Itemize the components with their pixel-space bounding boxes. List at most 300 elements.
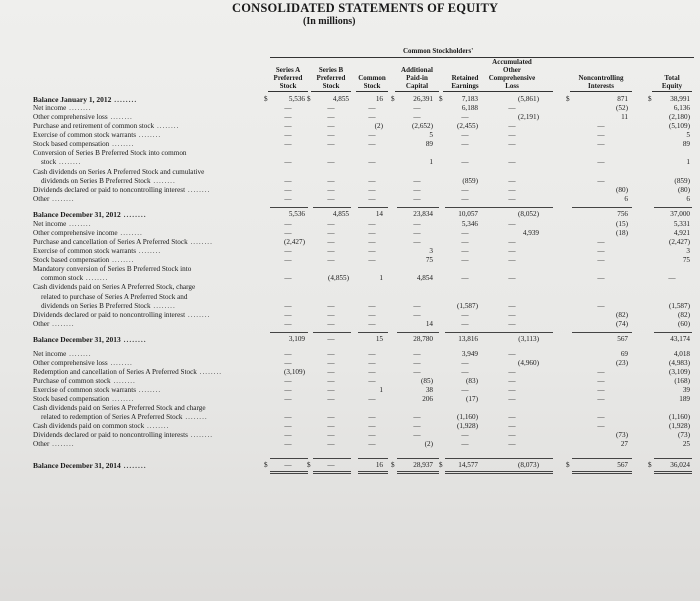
cell-retained: —	[461, 274, 469, 282]
cell-retained: 10,057	[458, 210, 478, 218]
cell-aoci: (8,052)	[518, 210, 539, 218]
cell-retained: 6,188	[461, 104, 478, 112]
cell-nci: —	[597, 368, 605, 376]
row-label	[33, 220, 92, 229]
group-header: Common Stockholders'	[403, 47, 474, 55]
column-header-underline	[395, 91, 439, 92]
cell-aoci: 4,939	[522, 229, 539, 237]
cell-aoci: —	[508, 350, 516, 358]
cell-aoci: —	[508, 377, 516, 385]
dot-leader: ........	[56, 158, 82, 166]
cell-total: (82)	[678, 311, 690, 319]
row-label	[33, 320, 75, 329]
cell-seriesA: —	[284, 302, 292, 310]
subtotal-rule	[358, 332, 388, 333]
cell-common: (2)	[374, 122, 383, 130]
row-label-text: Stock based compensation	[33, 395, 110, 403]
cell-nci: 6	[624, 195, 628, 203]
statement-title: CONSOLIDATED STATEMENTS OF EQUITY	[232, 1, 499, 15]
row-label	[33, 168, 204, 177]
cell-seriesB: —	[327, 238, 335, 246]
cell-apic: —	[413, 220, 421, 228]
cell-total: 4,921	[673, 229, 690, 237]
cell-nci: 567	[617, 335, 628, 343]
row-label-text: Purchase of common stock	[33, 377, 111, 385]
cell-seriesA: —	[284, 461, 292, 469]
column-header-line: Accumulated	[492, 58, 532, 66]
row-label	[33, 368, 222, 377]
cell-aoci: —	[508, 177, 516, 185]
row-label-text: Balance December 31, 2013	[33, 335, 121, 344]
cell-nci: —	[597, 247, 605, 255]
subtotal-rule	[313, 207, 351, 208]
cell-seriesA: —	[284, 158, 292, 166]
cell-seriesA: —	[284, 256, 292, 264]
row-label-text: Other comprehensive loss	[33, 113, 108, 121]
cell-apic: —	[413, 422, 421, 430]
cell-retained: —	[461, 386, 469, 394]
cell-seriesB: —	[327, 229, 335, 237]
cell-apic: —	[413, 229, 421, 237]
cell-nci: 567	[617, 461, 628, 469]
column-header-underline	[471, 91, 553, 92]
row-label	[33, 386, 161, 395]
row-label	[33, 265, 191, 274]
cell-apic: —	[413, 104, 421, 112]
cell-nci: (82)	[616, 311, 628, 319]
cell-nci: 756	[617, 210, 628, 218]
dot-leader: ........	[150, 302, 176, 310]
row-label-text: related to purchase of Series A Preferred Stock and	[41, 293, 188, 301]
total-double-rule	[473, 473, 553, 474]
cell-total: 25	[682, 440, 690, 448]
cell-apic: —	[413, 413, 421, 421]
subtotal-rule	[654, 458, 692, 459]
cell-aoci: —	[508, 158, 516, 166]
row-label-text: common stock	[41, 274, 84, 282]
row-label	[33, 131, 161, 140]
cell-seriesA: —	[284, 229, 292, 237]
currency-sign: $	[439, 461, 443, 469]
cell-seriesA: —	[284, 413, 292, 421]
cell-nci: 27	[620, 440, 628, 448]
cell-seriesB: —	[327, 302, 335, 310]
column-header-line: Equity	[661, 82, 683, 90]
cell-seriesA: —	[284, 395, 292, 403]
cell-common: —	[368, 238, 376, 246]
cell-nci: 11	[621, 113, 628, 121]
cell-common: —	[368, 256, 376, 264]
cell-nci: —	[597, 413, 605, 421]
subtotal-rule	[358, 207, 388, 208]
cell-total: (1,160)	[669, 413, 690, 421]
subtotal-rule	[397, 207, 439, 208]
cell-total: 5	[686, 131, 690, 139]
cell-seriesB: —	[327, 368, 335, 376]
cell-seriesA: —	[284, 440, 292, 448]
subtotal-rule	[654, 332, 692, 333]
row-label	[33, 283, 195, 292]
column-header-underline	[311, 91, 351, 92]
currency-sign: $	[391, 95, 395, 103]
dot-leader: ........	[109, 256, 135, 264]
cell-common: —	[368, 195, 376, 203]
cell-nci: —	[597, 422, 605, 430]
balance-row-label	[33, 335, 147, 344]
dot-leader: ........	[182, 413, 208, 421]
dot-leader: ........	[120, 210, 147, 219]
subtotal-rule	[572, 332, 632, 333]
cell-nci: —	[597, 177, 605, 185]
cell-seriesA: —	[284, 422, 292, 430]
cell-retained: —	[461, 140, 469, 148]
cell-apic: 4,854	[416, 274, 433, 282]
row-label-text: dividends on Series B Preferred Stock	[41, 302, 151, 310]
cell-apic: 23,834	[413, 210, 433, 218]
dot-leader: ........	[66, 104, 92, 112]
subtotal-rule	[397, 458, 439, 459]
total-double-rule	[358, 473, 388, 474]
cell-retained: —	[461, 440, 469, 448]
row-label	[33, 247, 161, 256]
cell-seriesA: —	[284, 320, 292, 328]
column-header-underline	[652, 91, 692, 92]
cell-seriesB: —	[327, 422, 335, 430]
cell-total: (4,983)	[669, 359, 690, 367]
currency-sign: $	[648, 95, 652, 103]
row-label-text: Redemption and cancellation of Series A Preferred Stock	[33, 368, 197, 376]
column-header-seriesA	[266, 66, 310, 90]
cell-total: 4,018	[673, 350, 690, 358]
row-label	[33, 104, 92, 113]
dot-leader: ........	[49, 195, 75, 203]
subtotal-rule	[397, 332, 439, 333]
row-label-text: Purchase and retirement of common stock	[33, 122, 155, 130]
cell-total: 6,136	[673, 104, 690, 112]
cell-seriesB: —	[327, 140, 335, 148]
row-label-text: Other	[33, 320, 50, 328]
dot-leader: ........	[120, 335, 147, 344]
dot-leader: ........	[49, 320, 75, 328]
cell-apic: —	[413, 302, 421, 310]
column-header-line: Stock	[322, 82, 340, 90]
cell-seriesA: —	[284, 359, 292, 367]
cell-seriesA: —	[284, 431, 292, 439]
subtotal-rule	[473, 332, 553, 333]
dot-leader: ........	[136, 131, 162, 139]
cell-common: 16	[375, 461, 383, 469]
cell-total: 189	[679, 395, 690, 403]
row-label	[33, 256, 134, 265]
column-header-line: Common	[358, 74, 386, 82]
row-label-text: Cash dividends on Series A Preferred Stock and cumulative	[33, 168, 205, 176]
cell-common: —	[368, 229, 376, 237]
currency-sign: $	[307, 95, 311, 103]
cell-aoci: —	[508, 247, 516, 255]
column-header-line: Retained	[451, 74, 479, 82]
dot-leader: ........	[109, 140, 135, 148]
balance-row-label	[33, 95, 137, 104]
column-header-line: Paid-in	[406, 74, 428, 82]
total-double-rule	[654, 471, 692, 472]
cell-retained: (83)	[466, 377, 478, 385]
subtotal-rule	[313, 332, 351, 333]
dot-leader: ........	[187, 238, 213, 246]
cell-aoci: —	[508, 131, 516, 139]
cell-seriesA: —	[284, 186, 292, 194]
column-header-line: Interests	[588, 82, 614, 90]
cell-seriesA: 5,536	[288, 95, 305, 103]
cell-seriesB: (4,855)	[328, 274, 349, 282]
row-label-text: Exercise of common stock warrants	[33, 131, 136, 139]
cell-nci: (80)	[616, 186, 628, 194]
cell-aoci: —	[508, 186, 516, 194]
cell-retained: —	[461, 359, 469, 367]
cell-retained: 13,816	[458, 335, 478, 343]
cell-common: —	[368, 377, 376, 385]
cell-apic: —	[413, 359, 421, 367]
cell-total: (60)	[678, 320, 690, 328]
cell-nci: —	[597, 158, 605, 166]
row-label-text: Mandatory conversion of Series B Preferred Stock into	[33, 265, 192, 273]
cell-total: (2,427)	[669, 238, 690, 246]
cell-seriesB: —	[327, 335, 335, 343]
dot-leader: ........	[110, 377, 136, 385]
cell-total: (5,109)	[669, 122, 690, 130]
cell-total: (2,180)	[669, 113, 690, 121]
cell-common: —	[368, 104, 376, 112]
total-double-rule	[572, 471, 632, 472]
cell-aoci: —	[508, 320, 516, 328]
column-header-common	[354, 74, 390, 90]
column-header-aoci	[469, 58, 555, 90]
row-label-text: Net income	[33, 104, 67, 112]
cell-apic: 28,780	[413, 335, 433, 343]
column-header-line: Other	[503, 66, 521, 74]
cell-seriesB: —	[327, 220, 335, 228]
cell-common: —	[368, 359, 376, 367]
row-label	[33, 377, 136, 386]
total-double-rule	[270, 471, 308, 472]
column-header-line: Additional	[401, 66, 433, 74]
dot-leader: ........	[144, 422, 170, 430]
cell-seriesB: —	[327, 386, 335, 394]
cell-seriesB: —	[327, 113, 335, 121]
cell-nci: —	[597, 395, 605, 403]
cell-nci: 69	[620, 350, 628, 358]
row-label-text: Net income	[33, 350, 67, 358]
dot-leader: ........	[120, 461, 147, 470]
dot-leader: ........	[185, 186, 211, 194]
row-label-text: Other	[33, 195, 50, 203]
cell-apic: —	[413, 195, 421, 203]
cell-total: (80)	[678, 186, 690, 194]
row-label	[33, 186, 210, 195]
column-header-line: Total	[664, 74, 680, 82]
dot-leader: ........	[154, 122, 180, 130]
cell-common: —	[368, 320, 376, 328]
cell-seriesB: —	[327, 195, 335, 203]
cell-common: —	[368, 220, 376, 228]
cell-seriesB: —	[327, 104, 335, 112]
cell-common: —	[368, 113, 376, 121]
cell-retained: —	[461, 247, 469, 255]
cell-seriesA: —	[284, 195, 292, 203]
cell-common: —	[368, 350, 376, 358]
cell-apic: (2)	[424, 440, 433, 448]
cell-aoci: (4,960)	[518, 359, 539, 367]
cell-total: (859)	[674, 177, 690, 185]
cell-aoci: —	[508, 395, 516, 403]
cell-total: —	[668, 274, 676, 282]
cell-retained: —	[461, 195, 469, 203]
row-label-text: Other comprehensive income	[33, 229, 118, 237]
cell-apic: 26,391	[413, 95, 433, 103]
cell-total: 3	[686, 247, 690, 255]
row-label-text: Conversion of Series B Preferred Stock into common	[33, 149, 187, 157]
cell-total: 5,331	[673, 220, 690, 228]
cell-seriesA: —	[284, 386, 292, 394]
cell-apic: (2,652)	[412, 122, 433, 130]
cell-common: 1	[379, 386, 383, 394]
cell-retained: —	[461, 320, 469, 328]
cell-nci: —	[597, 377, 605, 385]
dot-leader: ........	[66, 350, 92, 358]
currency-sign: $	[307, 461, 311, 469]
cell-apic: —	[413, 350, 421, 358]
cell-common: —	[368, 247, 376, 255]
cell-retained: (17)	[466, 395, 478, 403]
cell-retained: (2,455)	[457, 122, 478, 130]
currency-sign: $	[566, 461, 570, 469]
row-label-text: Balance December 31, 2012	[33, 210, 121, 219]
total-double-rule	[358, 471, 388, 472]
cell-apic: 75	[425, 256, 433, 264]
cell-aoci: —	[508, 302, 516, 310]
cell-seriesA: —	[284, 177, 292, 185]
cell-apic: 5	[429, 131, 433, 139]
subtotal-rule	[473, 458, 553, 459]
cell-common: —	[368, 186, 376, 194]
row-label-text: Other comprehensive loss	[33, 359, 108, 367]
dot-leader: ........	[150, 177, 176, 185]
total-double-rule	[654, 473, 692, 474]
cell-common: 1	[379, 274, 383, 282]
cell-nci: —	[597, 274, 605, 282]
cell-nci: —	[597, 302, 605, 310]
cell-apic: —	[413, 113, 421, 121]
cell-seriesA: —	[284, 131, 292, 139]
row-label-text: Dividends declared or paid to noncontrolling interest	[33, 311, 186, 319]
cell-seriesB: —	[327, 122, 335, 130]
cell-seriesA: —	[284, 122, 292, 130]
dot-leader: ........	[136, 247, 162, 255]
cell-retained: 5,346	[461, 220, 478, 228]
dot-leader: ........	[49, 440, 75, 448]
column-header-line: Series A	[275, 66, 301, 74]
cell-apic: —	[413, 431, 421, 439]
cell-seriesB: —	[327, 413, 335, 421]
cell-retained: —	[461, 238, 469, 246]
cell-common: —	[368, 440, 376, 448]
total-double-rule	[313, 471, 351, 472]
currency-sign: $	[648, 461, 652, 469]
cell-seriesB: —	[327, 158, 335, 166]
cell-nci: —	[597, 386, 605, 394]
row-label-text: Purchase and cancellation of Series A Preferred Stock	[33, 238, 188, 246]
currency-sign: $	[264, 461, 268, 469]
subtotal-rule	[572, 207, 632, 208]
cell-common: —	[368, 311, 376, 319]
dot-leader: ........	[185, 311, 211, 319]
row-label	[33, 140, 134, 149]
row-label-text: Exercise of common stock warrants	[33, 247, 136, 255]
statement-subtitle: (In millions)	[303, 16, 356, 27]
total-double-rule	[397, 473, 439, 474]
cell-retained: —	[461, 131, 469, 139]
cell-retained: —	[461, 311, 469, 319]
cell-common: —	[368, 422, 376, 430]
cell-retained: 14,577	[458, 461, 478, 469]
cell-seriesA: —	[284, 350, 292, 358]
dot-leader: ........	[187, 431, 214, 439]
column-header-line: Loss	[505, 82, 519, 90]
cell-aoci: (8,073)	[518, 461, 539, 469]
cell-total: 38,991	[670, 95, 690, 103]
column-header-line: Comprehensive	[488, 74, 536, 82]
cell-common: 14	[375, 210, 383, 218]
row-label-text: Cash dividends paid on Series A Preferred Stock, charge	[33, 283, 196, 291]
cell-seriesA: 3,109	[288, 335, 305, 343]
cell-seriesA: —	[284, 140, 292, 148]
column-header-underline	[356, 91, 388, 92]
cell-seriesB: —	[327, 431, 335, 439]
cell-total: (3,109)	[669, 368, 690, 376]
row-label	[33, 359, 133, 368]
cell-apic: (85)	[421, 377, 433, 385]
cell-aoci: —	[508, 122, 516, 130]
row-label	[33, 440, 75, 449]
cell-seriesA: 5,536	[288, 210, 305, 218]
dot-leader: ........	[136, 386, 162, 394]
cell-total: (1,928)	[669, 422, 690, 430]
balance-row-label	[33, 461, 147, 470]
cell-retained: —	[461, 158, 469, 166]
subtotal-rule	[654, 207, 692, 208]
total-double-rule	[313, 473, 351, 474]
cell-seriesB: —	[327, 461, 335, 469]
cell-seriesB: —	[327, 311, 335, 319]
column-header-underline	[570, 91, 632, 92]
total-double-rule	[270, 473, 308, 474]
cell-retained: 7,183	[461, 95, 478, 103]
cell-aoci: —	[508, 274, 516, 282]
row-label-text: related to redemption of Series A Preferred Stock	[41, 413, 183, 421]
currency-sign: $	[439, 95, 443, 103]
total-double-rule	[572, 473, 632, 474]
cell-total: (168)	[674, 377, 690, 385]
cell-common: —	[368, 177, 376, 185]
cell-nci: (52)	[616, 104, 628, 112]
column-header-line: Capital	[405, 82, 429, 90]
cell-seriesB: 4,855	[332, 95, 349, 103]
row-label-text: Stock based compensation	[33, 140, 110, 148]
column-header-apic	[393, 66, 441, 90]
row-label-text: Balance December 31, 2014	[33, 461, 121, 470]
cell-nci: (73)	[616, 431, 628, 439]
row-label	[33, 229, 143, 238]
cell-apic: 14	[425, 320, 433, 328]
